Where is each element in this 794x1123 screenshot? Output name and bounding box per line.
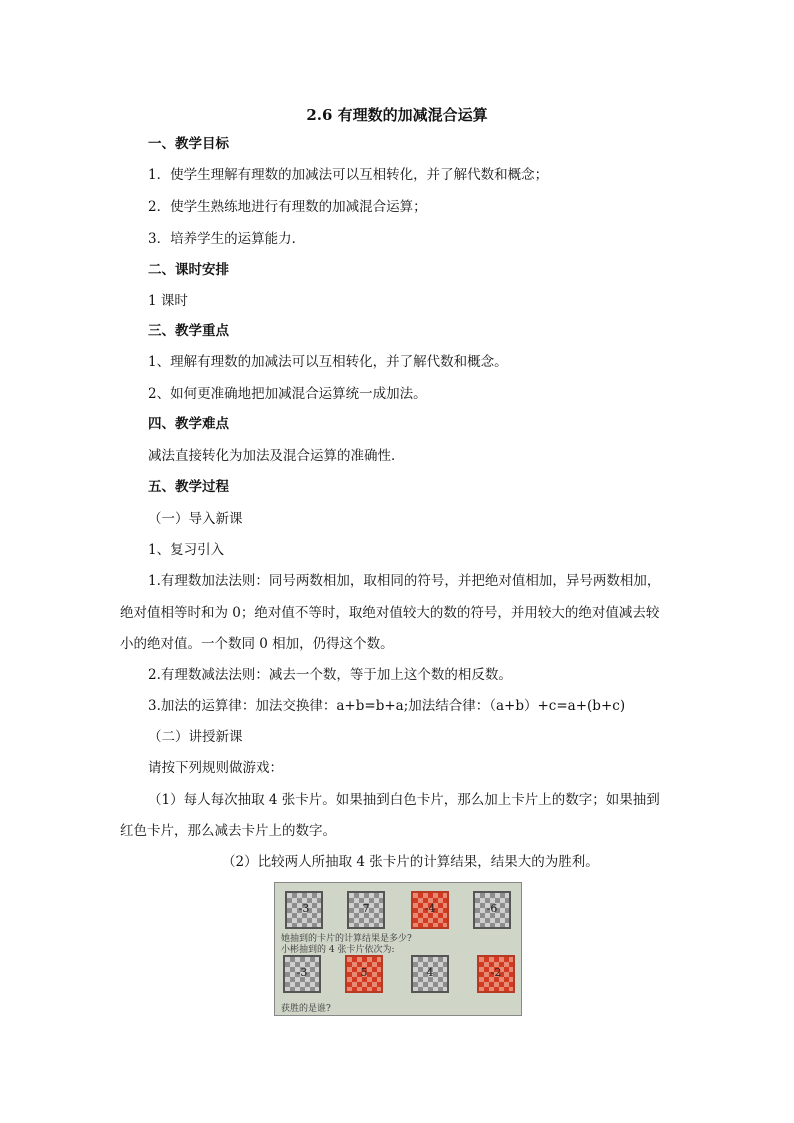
subtraction-rule: 2.有理数减法法则：减去一个数，等于加上这个数的相反数。 xyxy=(148,667,512,683)
photo-question-1: 她抽到的卡片的计算结果是多少? xyxy=(281,934,412,944)
section-heading-difficulties: 四、教学难点 xyxy=(148,416,229,432)
card xyxy=(283,955,321,993)
card-number: -2 xyxy=(490,966,502,979)
addition-laws: 3.加法的运算律：加法交换律：a+b=b+a;加法结合律：（a+b）+c=a+(b+c) xyxy=(148,698,626,714)
card-number: -3 xyxy=(296,966,308,979)
section-heading-key-points: 三、教学重点 xyxy=(148,323,229,339)
card-number: 5 xyxy=(360,966,368,979)
addition-rule-line-2: 绝对值相等时和为 0；绝对值不等时，取绝对值较大的数的符号，并用较大的绝对值减去较 xyxy=(120,605,660,621)
section-heading-objectives: 一、教学目标 xyxy=(148,136,229,152)
card xyxy=(347,891,385,929)
card-number: 7 xyxy=(362,902,370,915)
addition-rule-line-3: 小的绝对值。一个数同 0 相加，仍得这个数。 xyxy=(120,636,394,652)
difficulty-text: 减法直接转化为加法及混合运算的准确性． xyxy=(148,448,405,464)
card-number: -6 xyxy=(486,902,498,915)
photo-question-2: 小彬抽到的 4 张卡片依次为: xyxy=(281,945,395,955)
card xyxy=(473,891,511,929)
objective-3: 3．培养学生的运算能力． xyxy=(148,231,306,247)
card-number: -4 xyxy=(424,902,436,915)
card xyxy=(411,955,449,993)
game-rule-2: （2）比较两人所抽取 4 张卡片的计算结果，结果大的为胜利。 xyxy=(222,854,599,870)
game-intro: 请按下列规则做游戏： xyxy=(148,760,283,776)
section-heading-process: 五、教学过程 xyxy=(148,479,229,495)
document-title: 2.6 有理数的加减混合运算 xyxy=(306,106,488,124)
key-point-2: 2、如何更准确地把加减混合运算统一成加法。 xyxy=(148,386,427,402)
objective-1: 1．使学生理解有理数的加减法可以互相转化，并了解代数和概念； xyxy=(148,167,549,183)
card xyxy=(345,955,383,993)
schedule-text: 1 课时 xyxy=(148,293,188,309)
card xyxy=(285,891,323,929)
photo-question-3: 获胜的是谁? xyxy=(281,1004,331,1014)
card xyxy=(411,891,449,929)
objective-2: 2．使学生熟练地进行有理数的加减混合运算； xyxy=(148,199,427,215)
review-heading: 1、复习引入 xyxy=(148,542,225,558)
subsection-new-lesson: （二）讲授新课 xyxy=(148,729,243,745)
card-game-photo xyxy=(274,882,522,1016)
card xyxy=(477,955,515,993)
subsection-intro: （一）导入新课 xyxy=(148,511,243,527)
game-rule-1-line-1: （1）每人每次抽取 4 张卡片。如果抽到白色卡片，那么加上卡片上的数字；如果抽到 xyxy=(148,792,660,808)
card-number: 4 xyxy=(426,966,434,979)
section-heading-schedule: 二、课时安排 xyxy=(148,262,229,278)
card-number: -3 xyxy=(298,902,310,915)
addition-rule-line-1: 1.有理数加法法则：同号两数相加，取相同的符号，并把绝对值相加，异号两数相加， xyxy=(148,573,661,589)
game-rule-1-line-2: 红色卡片，那么减去卡片上的数字。 xyxy=(120,823,336,839)
key-point-1: 1、理解有理数的加减法可以互相转化，并了解代数和概念。 xyxy=(148,354,508,370)
